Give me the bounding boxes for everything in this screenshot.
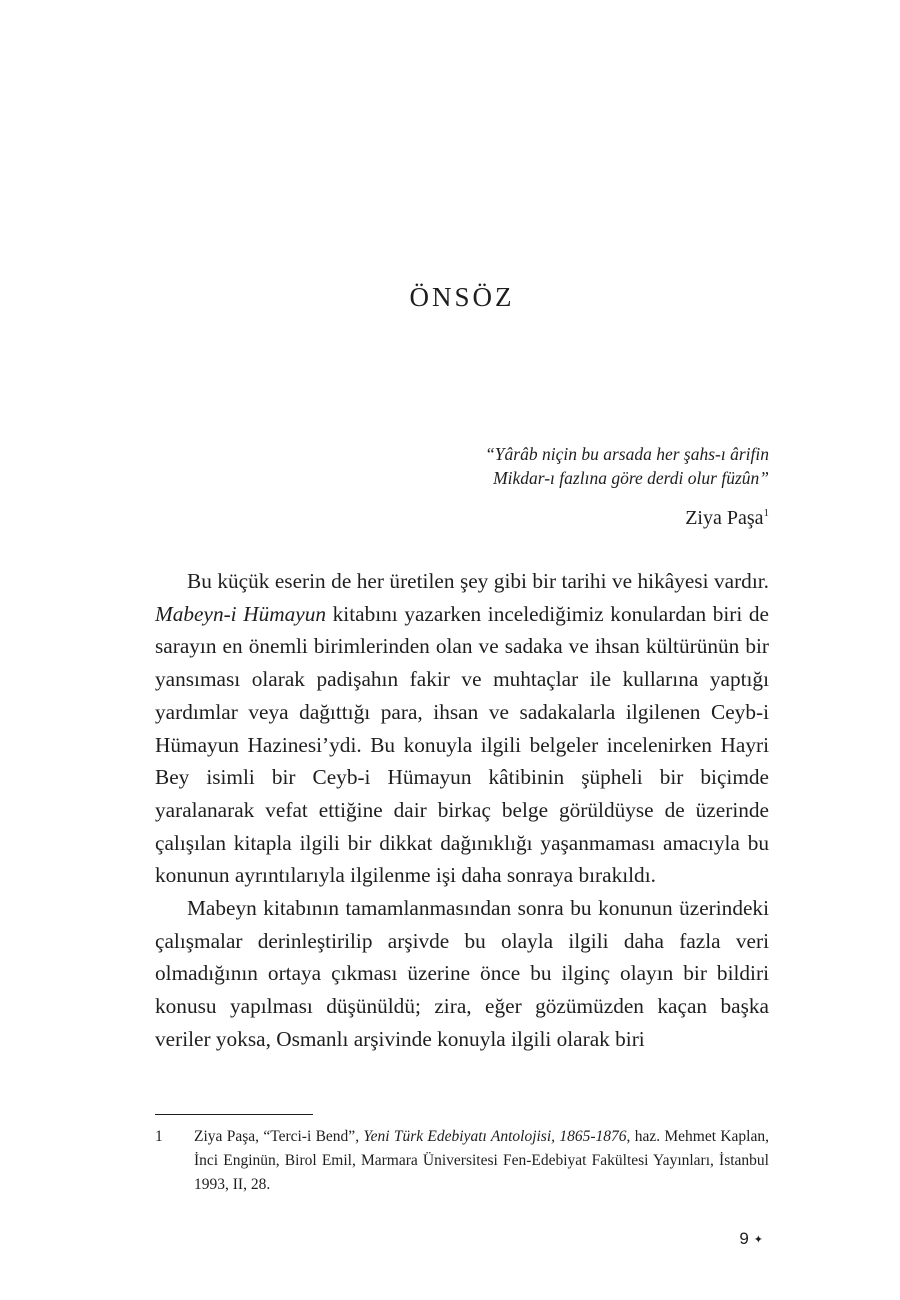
epigraph-author [685, 505, 769, 531]
footnote-book-title: Yeni Türk Edebiyatı Antolojisi, 1865-1876 [363, 1128, 627, 1145]
footnote-text-part: Ziya Paşa, “Terci-i Bend”, [194, 1128, 364, 1145]
paragraph: Mabeyn kitabının tamamlanmasından sonra bu konunun üzerindeki çalışmalar derinleştirilip arşivde bu olayla ilgili daha fazla veri olmadığının ortaya çıkması üzerine önce bu ilginç olayın bir bildiri konusu yapılması düşünüldü; zira, eğer gözümüzden kaçan başka veriler yoksa, Osmanlı arşivinde konuyla ilgili olarak biri [155, 896, 769, 1051]
epigraph-line: Mikdar-ı fazlına göre derdi olur füzûn” [493, 468, 769, 488]
paragraph-text: Bu küçük eserin de her üretilen şey gibi bir tarihi ve hikâyesi vardır. [187, 569, 769, 593]
paragraph [155, 565, 769, 892]
page-title: ÖNSÖZ [409, 282, 515, 312]
footnote [155, 1125, 769, 1197]
footnote-text [194, 1125, 769, 1197]
book-title: Mabeyn-i Hümayun [155, 601, 327, 626]
body-text [155, 565, 769, 1056]
epigraph [485, 442, 769, 490]
epigraph-line: “Yârâb niçin bu arsada her şahs-ı ârifin [485, 444, 769, 464]
page-number [739, 1229, 764, 1249]
footnote-reference[interactable]: 1 [763, 507, 769, 519]
epigraph-author-name: Ziya Paşa [685, 507, 764, 529]
star-ornament-icon: ✦ [753, 1234, 764, 1246]
footnote-number: 1 [155, 1128, 163, 1145]
footnote-text-part: , haz. Mehmet Kaplan, İnci Enginün, Birol Emil, Marmara Üniversitesi Fen-Edebiyat Fakültesi Yayınları, İstanbul 1993, II, 28. [194, 1128, 769, 1193]
page-number-value: 9 [739, 1229, 750, 1248]
paragraph-text: kitabını yazarken incelediğimiz konulardan biri de sarayın en önemli birimlerinden olan ve sadaka ve ihsan kültürünün bir yansıması olarak padişahın fakir ve muhtaçlar ile kullarına yaptığı yardımlar veya dağıttığı para, ihsan ve sadakalarla ilgilenen Ceyb-i Hümayun Hazinesi’ydi. Bu konuyla ilgili belgeler incelenirken Hayri Bey isimli bir Ceyb-i Hümayun kâtibinin şüpheli bir biçimde yaralanarak vefat ettiğine dair birkaç belge görüldüyse de üzerinde çalışılan kitapla ilgili bir dikkat dağınıklığı yaşanmaması amacıyla bu konunun ayrıntılarıyla ilgilenme işi daha sonraya bırakıldı. [155, 601, 770, 888]
footnote-divider [155, 1114, 313, 1115]
